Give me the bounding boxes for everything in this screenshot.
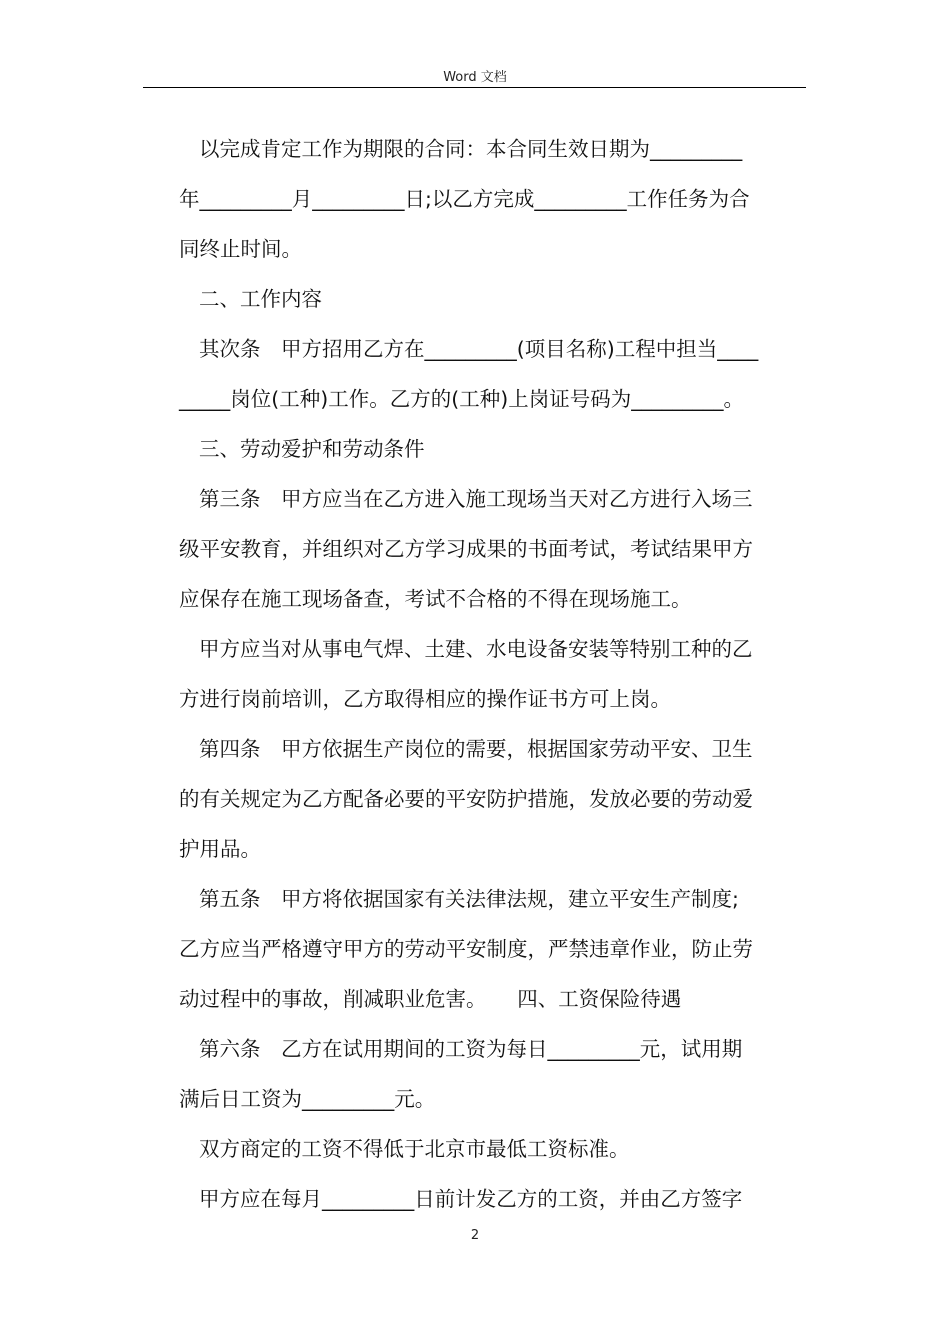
body-line: 年_________月_________日;以乙方完成_________工作任务为合	[179, 187, 750, 211]
body-line: 方进行岗前培训，乙方取得相应的操作证书方可上岗。	[179, 687, 671, 711]
body-line: 应保存在施工现场备查，考试不合格的不得在现场施工。	[179, 587, 692, 611]
body-line: 满后日工资为_________元。	[179, 1087, 436, 1111]
section-heading: 二、工作内容	[199, 287, 322, 311]
body-line: 第五条 甲方将依据国家有关法律法规，建立平安生产制度;	[199, 887, 739, 911]
body-line: 的有关规定为乙方配备必要的平安防护措施，发放必要的劳动爱	[179, 787, 753, 811]
body-line: 乙方应当严格遵守甲方的劳动平安制度，严禁违章作业，防止劳	[179, 937, 753, 961]
body-line: 甲方应在每月_________日前计发乙方的工资，并由乙方签字	[199, 1187, 743, 1211]
body-line: 甲方应当对从事电气焊、土建、水电设备安装等特别工种的乙	[199, 637, 753, 661]
body-line: 其次条 甲方招用乙方在_________(项目名称)工程中担当____	[199, 337, 759, 361]
header-title: Word 文档	[443, 70, 507, 85]
body-line: 以完成肯定工作为期限的合同：本合同生效日期为_________	[199, 137, 743, 161]
body-line: 双方商定的工资不得低于北京市最低工资标准。	[199, 1137, 630, 1161]
document-body	[179, 124, 803, 1224]
header-divider	[143, 87, 806, 88]
body-line: 第四条 甲方依据生产岗位的需要，根据国家劳动平安、卫生	[199, 737, 753, 761]
body-line: 同终止时间。	[179, 237, 302, 261]
body-line: 第三条 甲方应当在乙方进入施工现场当天对乙方进行入场三	[199, 487, 753, 511]
body-line: 第六条 乙方在试用期间的工资为每日_________元，试用期	[199, 1037, 743, 1061]
body-line: _____岗位(工种)工作。乙方的(工种)上岗证号码为_________。	[179, 387, 744, 411]
section-heading: 三、劳动爱护和劳动条件	[199, 437, 425, 461]
body-line: 级平安教育，并组织对乙方学习成果的书面考试，考试结果甲方	[179, 537, 753, 561]
page-number: 2	[470, 1228, 480, 1243]
body-line: 护用品。	[179, 837, 261, 861]
body-line: 动过程中的事故，削减职业危害。 四、工资保险待遇	[179, 987, 682, 1011]
